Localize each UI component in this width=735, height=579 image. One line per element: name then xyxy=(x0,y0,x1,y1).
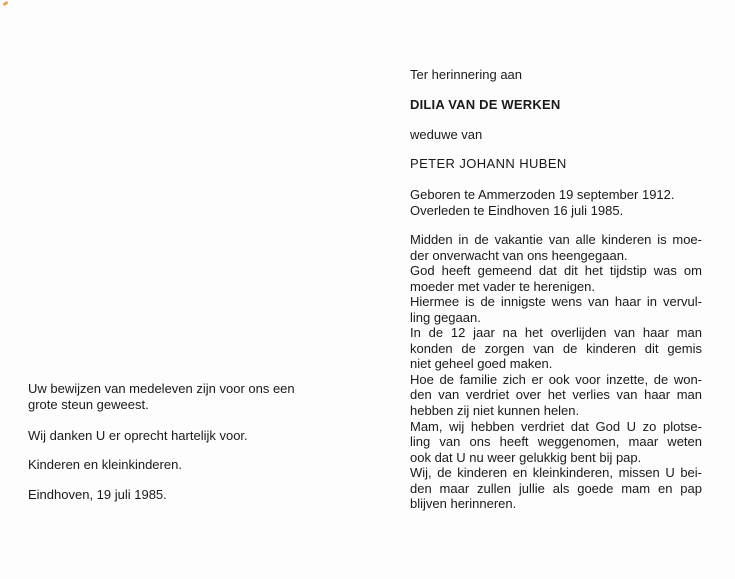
text-line: niet geheel goed maken. xyxy=(410,356,553,372)
text-line: In de 12 jaar na het overlijden van haar man xyxy=(410,325,702,341)
text-line: Hiermee is de innigste wens van haar in vervul- xyxy=(410,294,702,310)
corner-ink-mark xyxy=(3,1,9,6)
text-line: den maar zullen jullie als goede mam en pap xyxy=(410,480,702,496)
text-line: God heeft gemeend dat dit het tijdstip was om xyxy=(410,263,702,279)
signed-line: Kinderen en kleinkinderen. xyxy=(28,457,182,472)
birth-line: Geboren te Ammerzoden 19 september 1912. xyxy=(410,187,675,202)
text-line: ling gegaan. xyxy=(410,309,481,325)
text-line: den van verdriet over het verlies van haar man xyxy=(410,387,702,403)
husband-name: PETER JOHANN HUBEN xyxy=(410,156,567,171)
text-line: Hoe de familie zich er ook voor inzette, de won- xyxy=(410,371,702,387)
thank-you-line: Wij danken U er oprecht hartelijk voor. xyxy=(28,428,248,443)
text-line: hebben zij niet kunnen helen. xyxy=(410,403,580,419)
text-line: Mam, wij hebben verdriet dat God U zo plotse- xyxy=(410,418,702,434)
death-line: Overleden te Eindhoven 16 juli 1985. xyxy=(410,203,624,218)
thanks-line-2: grote steun geweest. xyxy=(28,397,149,412)
memory-heading: Ter herinnering aan xyxy=(410,67,523,82)
text-line: Wij, de kinderen en kleinkinderen, missen U bei- xyxy=(410,465,702,481)
text-line: blijven herinneren. xyxy=(410,496,517,512)
place-date-line: Eindhoven, 19 juli 1985. xyxy=(28,487,167,502)
text-line: moeder met vader te herenigen. xyxy=(410,278,595,294)
text-line: ling van ons heeft weggenomen, maar weten xyxy=(410,434,702,450)
text-line: der onverwacht van ons heengegaan. xyxy=(410,247,628,263)
memorial-text xyxy=(410,232,702,512)
text-line: konden de zorgen van de kinderen dit gemis xyxy=(410,340,702,356)
thanks-line-1: Uw bewijzen van medeleven zijn voor ons een xyxy=(28,381,295,396)
deceased-name: DILIA VAN DE WERKEN xyxy=(410,97,561,112)
widow-of-line: weduwe van xyxy=(410,127,483,142)
text-line: ook dat U nu weer gelukkig bent bij pap. xyxy=(410,449,642,465)
text-line: Midden in de vakantie van alle kinderen is moe- xyxy=(410,232,702,247)
